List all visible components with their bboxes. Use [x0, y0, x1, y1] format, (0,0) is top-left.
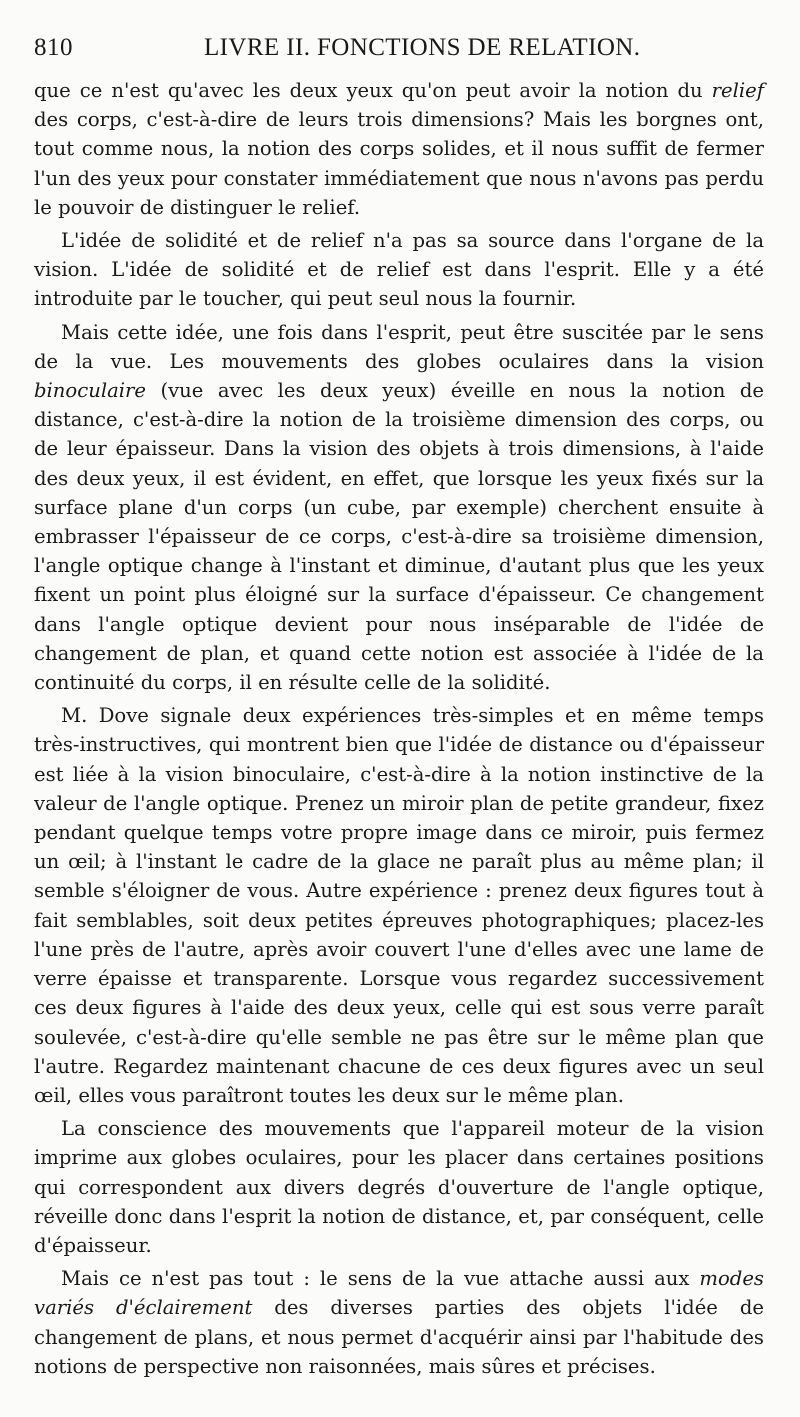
- paragraph: [34, 226, 764, 314]
- running-head: LIVRE II. FONCTIONS DE RELATION.: [204, 34, 641, 61]
- text-run: (vue avec les deux yeux) éveille en nous la notion de distance, c'est-à-dire la notion de la troisième dimension des corps, ou de leur épaisseur. Dans la vision des objets à trois dimensions, à l'aide des deux yeux, il est évident, en effet, que lorsque les yeux fixés sur la surface plane d'un corps (un cube, par exemple) cherchent ensuite à embrasser l'épaisseur de ce corps, c'est-à-dire sa troisième dimension, l'angle optique change à l'instant et diminue, d'autant plus que les yeux fixent un point plus éloigné sur la surface d'épaisseur. Ce changement dans l'angle optique devient pour nous inséparable de l'idée de changement de plan, et quand cette notion est associée à l'idée de la continuité du corps, il en résulte celle de la solidité.: [34, 379, 764, 695]
- italic-text: relief: [711, 79, 764, 102]
- paragraph: [34, 318, 764, 698]
- paragraph: [34, 76, 764, 222]
- body-text: [34, 76, 764, 1385]
- paragraph: [34, 701, 764, 1110]
- text-run: Mais cette idée, une fois dans l'esprit, peut être suscitée par le sens de la vue. Les mouvements des globes oculaires dans la vision: [34, 320, 764, 373]
- text-run: des diverses parties des objets l'idée de changement de plans, et nous permet d'acquérir ainsi par l'habitude des notions de perspective non raisonnées, mais sûres et précises.: [34, 1296, 764, 1378]
- text-run: des corps, c'est-à-dire de leurs trois dimensions? Mais les borgnes ont, tout comme nous, la notion des corps solides, et il nous suffit de fermer l'un des yeux pour constater immédiatement que nous n'avons pas perdu le pouvoir de distinguer le relief.: [34, 108, 764, 219]
- text-run: L'idée de solidité et de relief n'a pas sa source dans l'organe de la vision. L'idée de solidité et de relief est dans l'esprit. Elle y a été introduite par le toucher, qui peut seul nous la fournir.: [34, 229, 764, 311]
- italic-text: modes variés d'éclairement: [34, 1267, 764, 1320]
- text-run: Mais ce n'est pas tout : le sens de la vue attache aussi aux: [61, 1267, 700, 1291]
- paragraph: [34, 1114, 764, 1260]
- text-run: La conscience des mouvements que l'appareil moteur de la vision imprime aux globes oculaires, pour les placer dans certaines positions qui correspondent aux divers degrés d'ouverture de l'angle optique, réveille donc dans l'esprit la notion de distance, et, par conséquent, celle d'épaisseur.: [34, 1117, 764, 1257]
- page-header: [34, 34, 770, 66]
- text-run: que ce n'est qu'avec les deux yeux qu'on peut avoir la notion du: [34, 79, 712, 102]
- text-run: M. Dove signale deux expériences très-simples et en même temps très-instructives, qui montrent bien que l'idée de distance ou d'épaisseur est liée à la vision binoculaire, c'est-à-dire à la notion instinctive de la valeur de l'angle optique. Prenez un miroir plan de petite grandeur, fixez pendant quelque temps votre propre image dans ce miroir, puis fermez un œil; à l'instant le cadre de la glace ne paraît plus au même plan; il semble s'éloigner de vous. Autre expérience : prenez deux figures tout à fait semblables, soit deux petites épreuves photographiques; placez-les l'une près de l'autre, après avoir couvert l'une d'elles avec une lame de verre épaisse et transparente. Lorsque vous regardez successivement ces deux figures à l'aide des deux yeux, celle qui est sous verre paraît soulevée, c'est-à-dire qu'elle semble ne pas être sur le même plan que l'autre. Regardez maintenant chacune de ces deux figures avec un seul œil, elles vous paraîtront toutes les deux sur le même plan.: [34, 704, 764, 1107]
- paragraph: [34, 1264, 764, 1381]
- italic-text: binoculaire: [34, 379, 146, 403]
- page-number: 810: [34, 34, 73, 61]
